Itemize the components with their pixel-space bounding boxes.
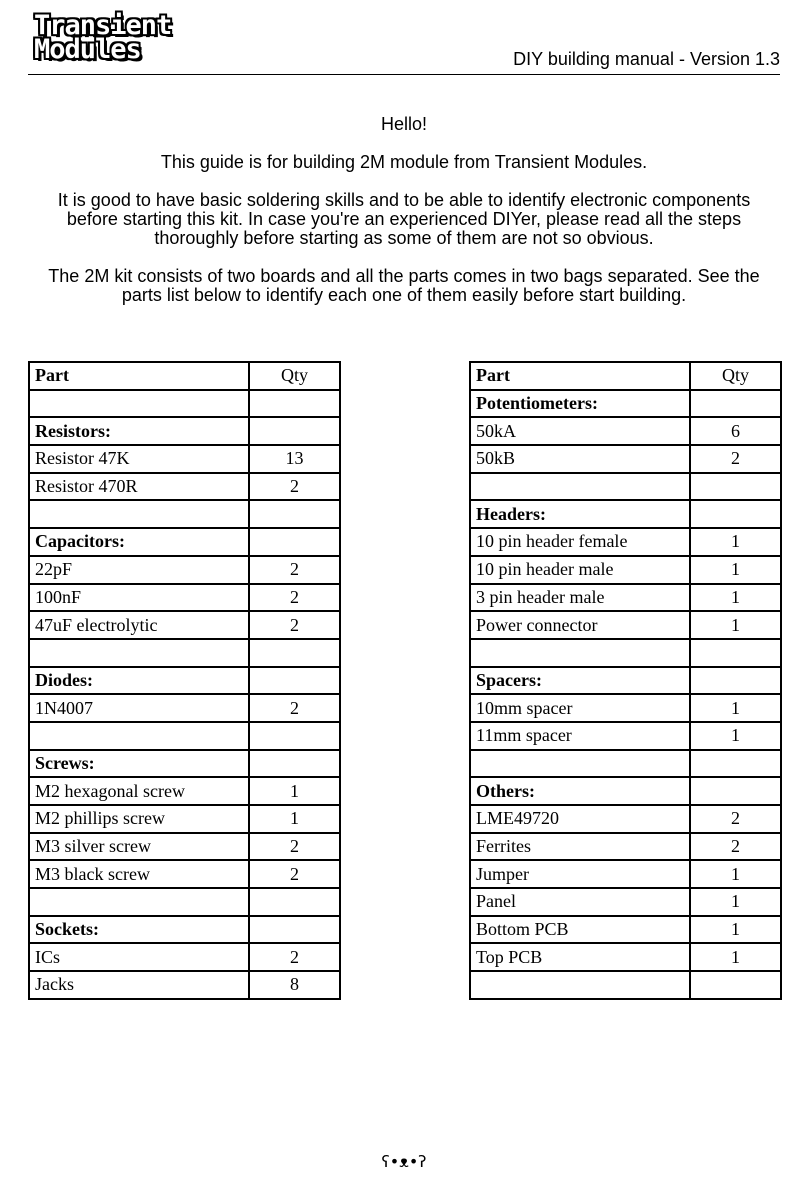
part-cell: 10 pin header female (470, 528, 690, 556)
table-row (470, 943, 781, 971)
category-row (29, 528, 340, 556)
empty-row (470, 473, 781, 501)
empty-row (29, 722, 340, 750)
part-cell: Bottom PCB (470, 916, 690, 944)
intro-text (30, 115, 778, 324)
part-cell: M2 hexagonal screw (29, 777, 249, 805)
part-cell (29, 722, 249, 750)
qty-cell: 1 (690, 556, 781, 584)
qty-cell: 2 (249, 584, 340, 612)
part-cell: 22pF (29, 556, 249, 584)
table-row (470, 528, 781, 556)
table-row (470, 833, 781, 861)
table-row (470, 611, 781, 639)
table-row (29, 694, 340, 722)
qty-cell: 2 (249, 473, 340, 501)
table-row (29, 445, 340, 473)
category-row (470, 667, 781, 695)
part-cell: Power connector (470, 611, 690, 639)
table-row (29, 777, 340, 805)
part-cell: Others: (470, 777, 690, 805)
table-row (29, 473, 340, 501)
qty-cell: 8 (249, 971, 340, 999)
table-row (470, 584, 781, 612)
qty-cell (690, 500, 781, 528)
table-row (29, 556, 340, 584)
part-cell: Sockets: (29, 916, 249, 944)
qty-cell (249, 390, 340, 418)
parts-table-body (470, 362, 781, 999)
intro-greeting: Hello! (380, 114, 428, 134)
empty-row (470, 639, 781, 667)
qty-cell (249, 528, 340, 556)
qty-cell: 2 (249, 611, 340, 639)
table-row (470, 888, 781, 916)
table-header-row (470, 362, 781, 390)
table-row (29, 971, 340, 999)
table-header-row (29, 362, 340, 390)
qty-cell (690, 777, 781, 805)
table-row (470, 417, 781, 445)
part-cell: 10mm spacer (470, 694, 690, 722)
part-cell: M3 black screw (29, 860, 249, 888)
qty-cell (249, 722, 340, 750)
qty-cell (690, 667, 781, 695)
table-row (470, 556, 781, 584)
qty-cell: 2 (249, 694, 340, 722)
part-cell: Part (470, 362, 690, 390)
part-cell: Jumper (470, 860, 690, 888)
qty-cell: Qty (690, 362, 781, 390)
category-row (470, 390, 781, 418)
qty-cell: 1 (690, 888, 781, 916)
part-cell: Top PCB (470, 943, 690, 971)
part-cell: LME49720 (470, 805, 690, 833)
table-row (29, 584, 340, 612)
part-cell (470, 473, 690, 501)
qty-cell (249, 916, 340, 944)
part-cell: 50kA (470, 417, 690, 445)
part-cell: Panel (470, 888, 690, 916)
footer-emoticon: ʕ•ᴥ•ʔ (381, 1152, 427, 1171)
part-cell (470, 971, 690, 999)
qty-cell: 1 (690, 860, 781, 888)
qty-cell (690, 971, 781, 999)
empty-row (29, 500, 340, 528)
part-cell: ICs (29, 943, 249, 971)
qty-cell (249, 500, 340, 528)
table-row (470, 860, 781, 888)
intro-paragraph: The 2M kit consists of two boards and all the parts comes in two bags separated. See the parts list below to identify each one of them easily before start building. (48, 266, 760, 305)
empty-row (470, 971, 781, 999)
qty-cell (690, 639, 781, 667)
empty-row (29, 390, 340, 418)
category-row (470, 777, 781, 805)
qty-cell: Qty (249, 362, 340, 390)
part-cell: Spacers: (470, 667, 690, 695)
part-cell (470, 750, 690, 778)
qty-cell: 2 (690, 833, 781, 861)
qty-cell: 2 (690, 805, 781, 833)
qty-cell (249, 750, 340, 778)
table-row (470, 694, 781, 722)
manual-version: DIY building manual - Version 1.3 (513, 49, 780, 69)
qty-cell: 2 (249, 556, 340, 584)
empty-row (470, 750, 781, 778)
qty-cell: 13 (249, 445, 340, 473)
part-cell: 3 pin header male (470, 584, 690, 612)
part-cell: Ferrites (470, 833, 690, 861)
part-cell: Resistor 470R (29, 473, 249, 501)
qty-cell: 1 (249, 805, 340, 833)
empty-row (29, 888, 340, 916)
qty-cell (249, 417, 340, 445)
part-cell: Screws: (29, 750, 249, 778)
part-cell: Part (29, 362, 249, 390)
table-row (29, 805, 340, 833)
qty-cell: 2 (249, 943, 340, 971)
table-row (29, 860, 340, 888)
part-cell (470, 639, 690, 667)
table-row (470, 916, 781, 944)
qty-cell: 1 (690, 943, 781, 971)
table-row (29, 943, 340, 971)
category-row (29, 667, 340, 695)
qty-cell (690, 750, 781, 778)
part-cell (29, 888, 249, 916)
table-row (29, 833, 340, 861)
category-row (29, 417, 340, 445)
part-cell: M3 silver screw (29, 833, 249, 861)
table-row (470, 805, 781, 833)
qty-cell (249, 667, 340, 695)
qty-cell: 1 (690, 916, 781, 944)
part-cell (29, 639, 249, 667)
transient-modules-logo (34, 10, 184, 65)
category-row (29, 750, 340, 778)
qty-cell (249, 888, 340, 916)
part-cell: Jacks (29, 971, 249, 999)
qty-cell (249, 639, 340, 667)
table-row (29, 611, 340, 639)
parts-table-body (29, 362, 340, 999)
intro-paragraph: This guide is for building 2M module from Transient Modules. (160, 152, 648, 172)
qty-cell: 1 (690, 694, 781, 722)
part-cell: Capacitors: (29, 528, 249, 556)
empty-row (29, 639, 340, 667)
part-cell: Resistor 47K (29, 445, 249, 473)
qty-cell: 2 (690, 445, 781, 473)
qty-cell (690, 390, 781, 418)
qty-cell: 1 (690, 584, 781, 612)
part-cell: 10 pin header male (470, 556, 690, 584)
category-row (470, 500, 781, 528)
qty-cell: 2 (249, 860, 340, 888)
table-row (470, 445, 781, 473)
part-cell: 100nF (29, 584, 249, 612)
qty-cell: 6 (690, 417, 781, 445)
part-cell: Diodes: (29, 667, 249, 695)
part-cell: Headers: (470, 500, 690, 528)
part-cell: 50kB (470, 445, 690, 473)
qty-cell (690, 473, 781, 501)
logo-line-1: Transient (34, 10, 172, 41)
category-row (29, 916, 340, 944)
part-cell: Resistors: (29, 417, 249, 445)
intro-paragraph: It is good to have basic soldering skills and to be able to identify electronic components before starting this kit. In case you're an experienced DIYer, please read all the steps thoroughly before starting as some of them are not so obvious. (57, 190, 751, 248)
qty-cell: 1 (249, 777, 340, 805)
header-divider (28, 74, 780, 75)
part-cell: 47uF electrolytic (29, 611, 249, 639)
parts-table-right (469, 361, 782, 1000)
logo-line-2: Modules (34, 34, 141, 65)
table-row (470, 722, 781, 750)
qty-cell: 1 (690, 611, 781, 639)
part-cell: 1N4007 (29, 694, 249, 722)
part-cell: 11mm spacer (470, 722, 690, 750)
part-cell: Potentiometers: (470, 390, 690, 418)
qty-cell: 1 (690, 722, 781, 750)
part-cell (29, 390, 249, 418)
qty-cell: 2 (249, 833, 340, 861)
qty-cell: 1 (690, 528, 781, 556)
part-cell (29, 500, 249, 528)
parts-table-left (28, 361, 341, 1000)
part-cell: M2 phillips screw (29, 805, 249, 833)
